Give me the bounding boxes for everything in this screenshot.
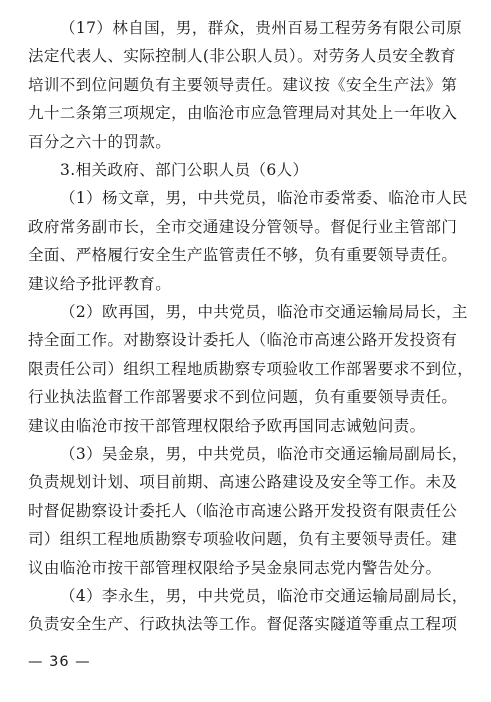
text-line: （2）欧再国，男，中共党员，临沧市交通运输局局长，主 bbox=[60, 303, 468, 321]
section-heading: 3.相关政府、部门公职人员（6人） bbox=[60, 161, 309, 179]
text-line: 行业执法监督工作部署要求不到位问题，负有重要领导责任。 bbox=[28, 388, 458, 407]
text-line: （17）林自国，男，群众，贵州百易工程劳务有限公司原 bbox=[60, 19, 463, 37]
text-line: 时督促勘察设计委托人（临沧市高速公路开发投资有限责任公 bbox=[28, 501, 458, 520]
text-line: 负责规划计划、项目前期、高速公路建设及安全等工作。未及 bbox=[28, 473, 458, 492]
text-line: （3）吴金泉，男，中共党员，临沧市交通运输局副局长， bbox=[60, 445, 468, 463]
text-line: 司）组织工程地质勘察专项验收问题，负有主要领导责任。建 bbox=[28, 530, 458, 549]
text-line: 负责安全生产、行政执法等工作。督促落实隧道等重点工程项 bbox=[28, 615, 458, 634]
text-line: 议由临沧市按干部管理权限给予吴金泉同志党内警告处分。 bbox=[28, 558, 442, 577]
text-line: 百分之六十的罚款。 bbox=[28, 132, 172, 151]
text-line: 法定代表人、实际控制人(非公职人员）。对劳务人员安全教育 bbox=[28, 47, 456, 66]
text-line: 政府常务副市长，全市交通建设分管领导。督促行业主管部门 bbox=[28, 217, 458, 236]
page-number: — 36 — bbox=[28, 654, 91, 670]
text-line: 培训不到位问题负有主要领导责任。建议按《安全生产法》第 bbox=[28, 75, 458, 94]
text-line: （4）李永生，男，中共党员，临沧市交通运输局副局长， bbox=[60, 587, 468, 605]
text-line: 限责任公司）组织工程地质勘察专项验收工作部署要求不到位， bbox=[28, 359, 474, 378]
text-line: 九十二条第三项规定，由临沧市应急管理局对其处上一年收入 bbox=[28, 104, 458, 123]
text-line: 建议由临沧市按干部管理权限给予欧再国同志诫勉问责。 bbox=[28, 416, 426, 435]
text-line: 持全面工作。对勘察设计委托人（临沧市高速公路开发投资有 bbox=[28, 331, 458, 350]
text-line: 建议给予批评教育。 bbox=[28, 274, 172, 293]
text-line: 全面、严格履行安全生产监管责任不够，负有重要领导责任。 bbox=[28, 246, 458, 265]
text-line: （1）杨文章，男，中共党员，临沧市委常委、临沧市人民 bbox=[60, 189, 468, 208]
